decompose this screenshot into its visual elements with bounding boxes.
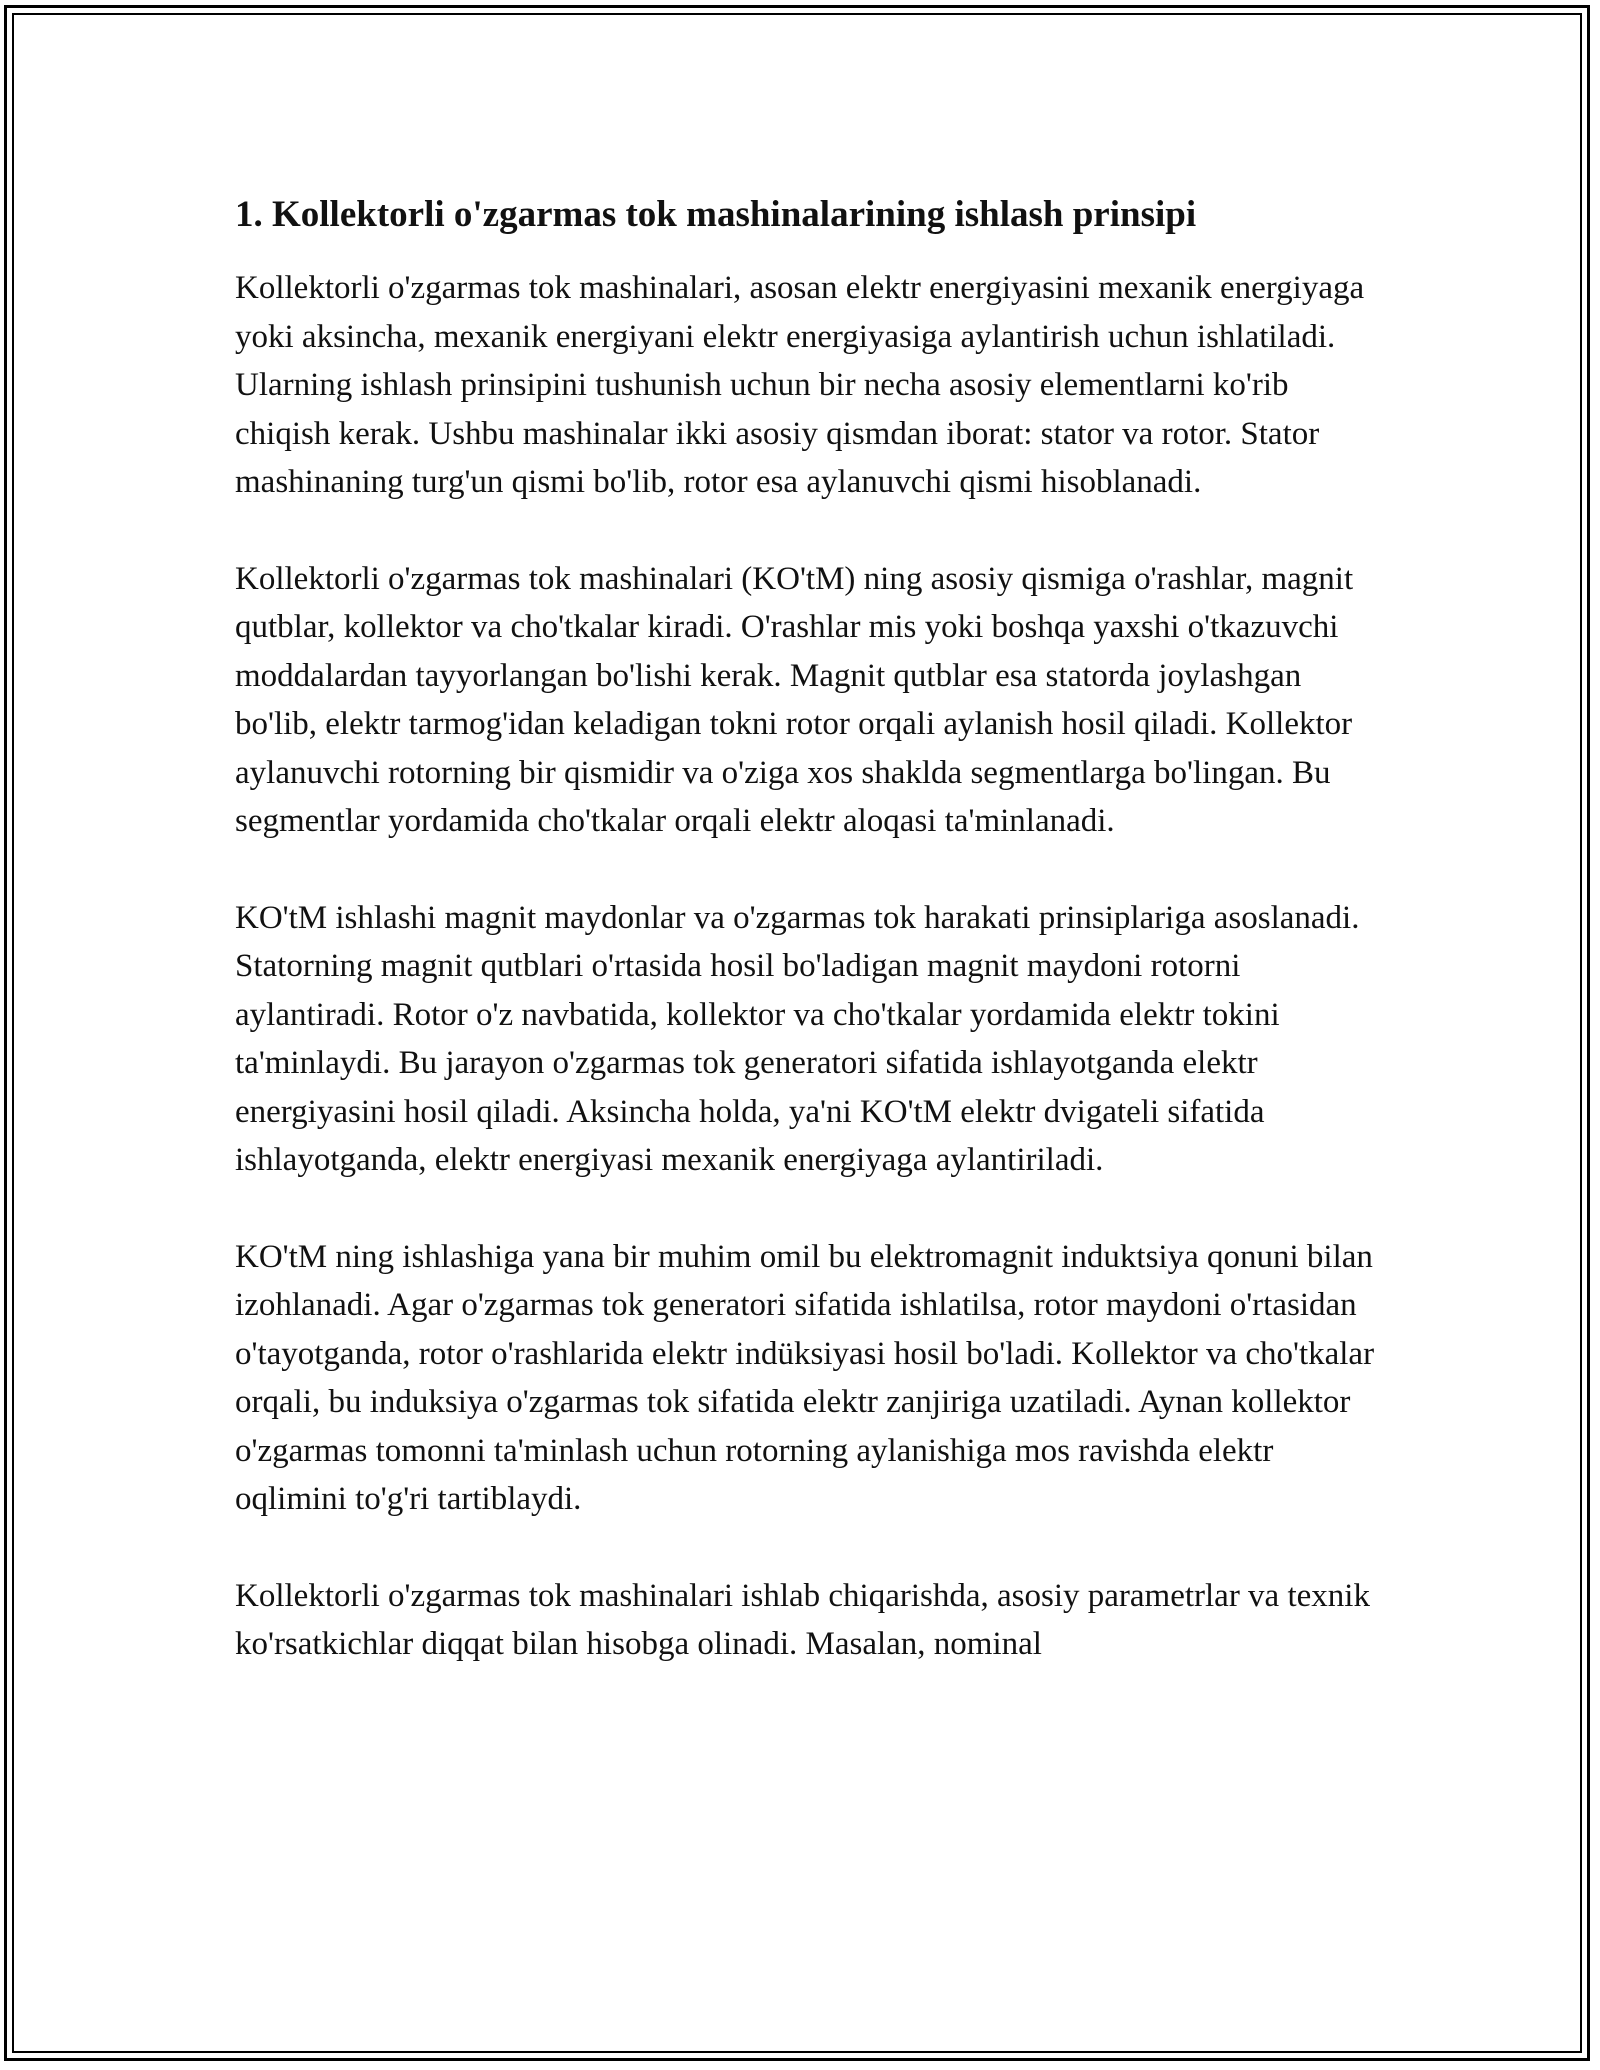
- paragraph-3: KO'tM ishlashi magnit maydonlar va o'zgarmas tok harakati prinsiplariga asoslanadi. Statorning magnit qutblari o'rtasida hosil bo'ladigan magnit maydoni rotorni aylantiradi. Rotor o'z navbatida, kollektor va cho'tkalar yordamida elektr tokini ta'minlaydi. Bu jarayon o'zgarmas tok generatori sifatida ishlayotganda elektr energiyasini hosil qiladi. Aksincha holda, ya'ni KO'tM elektr dvigateli sifatida ishlayotganda, elektr energiyasi mexanik energiyaga aylantiriladi.: [235, 899, 1360, 1178]
- paragraph-2: Kollektorli o'zgarmas tok mashinalari (KO'tM) ning asosiy qismiga o'rashlar, magnit qutblar, kollektor va cho'tkalar kiradi. O'rashlar mis yoki boshqa yaxshi o'tkazuvchi moddalardan tayyorlangan bo'lishi kerak. Magnit qutblar esa statorda joylashgan bo'lib, elektr tarmog'idan keladigan tokni rotor orqali aylanish hosil qiladi. Kollektor aylanuvchi rotorning bir qismidir va o'ziga xos shaklda segmentlarga bo'lingan. Bu segmentlar yordamida cho'tkalar orqali elektr aloqasi ta'minlanadi.: [235, 560, 1354, 839]
- paragraph-1: Kollektorli o'zgarmas tok mashinalari, asosan elektr energiyasini mexanik energiyaga yoki aksincha, mexanik energiyani elektr energiyasiga aylantirish uchun ishlatiladi. Ularning ishlash prinsipini tushunish uchun bir necha asosiy elementlarni ko'rib chiqish kerak. Ushbu mashinalar ikki asosiy qismdan iborat: stator va rotor. Stator mashinaning turg'un qismi bo'lib, rotor esa aylanuvchi qismi hisoblanadi.: [235, 270, 1365, 500]
- document-body: [235, 190, 1375, 1669]
- section-title: 1. Kollektorli o'zgarmas tok mashinalarining ishlash prinsipi: [235, 194, 1197, 235]
- paragraph-4: KO'tM ning ishlashiga yana bir muhim omil bu elektromagnit induktsiya qonuni bilan izohlanadi. Agar o'zgarmas tok generatori sifatida ishlatilsa, rotor maydoni o'rtasidan o'tayotganda, rotor o'rashlarida elektr indüksiyasi hosil bo'ladi. Kollektor va cho'tkalar orqali, bu induksiya o'zgarmas tok sifatida elektr zanjiriga uzatiladi. Aynan kollektor o'zgarmas tomonni ta'minlash uchun rotorning aylanishiga mos ravishda elektr oqlimini to'g'ri tartiblaydi.: [235, 1238, 1375, 1517]
- paragraph-5: Kollektorli o'zgarmas tok mashinalari ishlab chiqarishda, asosiy parametrlar va texnik ko'rsatkichlar diqqat bilan hisobga olinadi. Masalan, nominal: [235, 1577, 1370, 1662]
